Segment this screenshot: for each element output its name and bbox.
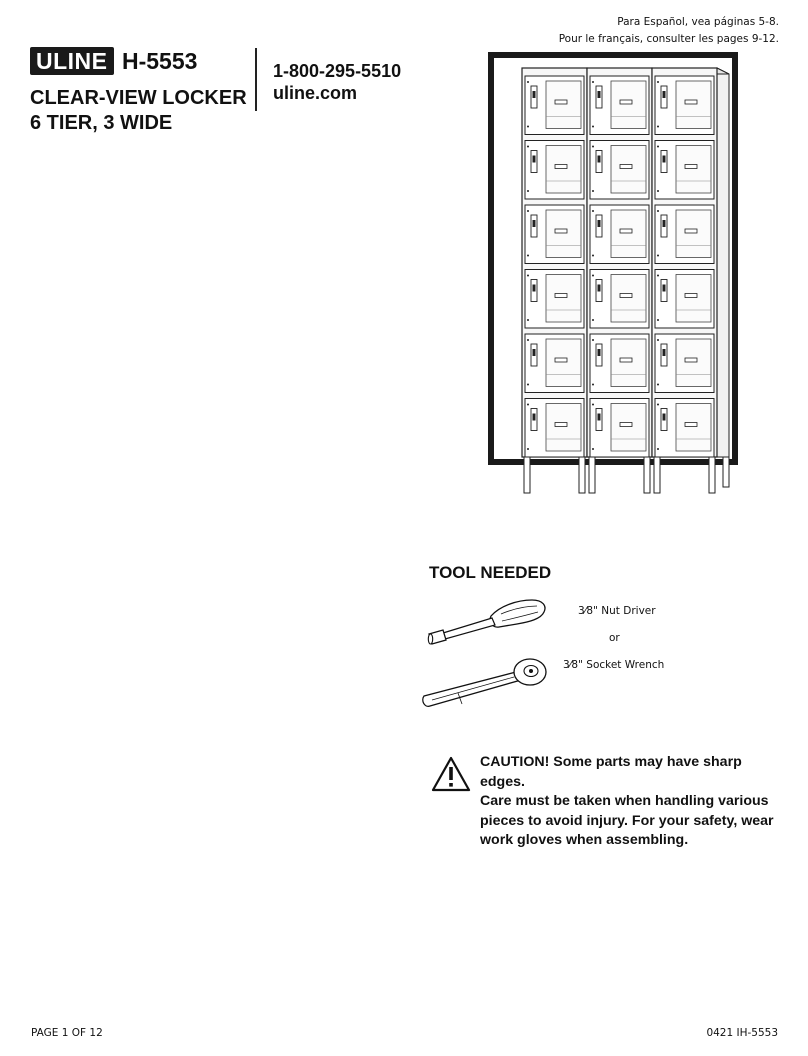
locker-number-plate [555,229,567,233]
locker-number-plate [620,294,632,298]
locker-hinge [592,146,594,148]
locker-hinge [657,146,659,148]
title-line-2: 6 TIER, 3 WIDE [30,112,173,134]
locker-hinge [527,448,529,450]
locker-number-plate [555,100,567,104]
locker-window [546,275,581,323]
locker-hinge [592,319,594,321]
nut-driver-label: 3⁄8" Nut Driver [578,605,656,617]
locker-number-plate [555,294,567,298]
title-line-1: CLEAR-VIEW LOCKER [30,87,247,109]
locker-number-plate [685,423,697,427]
locker-hinge [657,275,659,277]
locker-number-plate [555,165,567,169]
locker-number-plate [685,294,697,298]
caution-line-2: Care must be taken when handling various [480,793,769,809]
locker-lock [598,220,601,227]
locker-hinge [527,339,529,341]
locker-hinge [527,255,529,257]
locker-window [546,404,581,452]
locker-window [546,210,581,258]
locker-lock [663,91,666,98]
locker-window [676,210,711,258]
locker-window [611,339,646,387]
locker-leg [589,457,595,493]
locker-window [546,339,581,387]
locker-lock [663,349,666,356]
locker-number-plate [685,165,697,169]
locker-lock [663,156,666,163]
tool-needed-heading: TOOL NEEDED [429,563,552,582]
locker-hinge [527,126,529,128]
locker-hinge [527,190,529,192]
locker-number-plate [620,423,632,427]
locker-number-plate [620,165,632,169]
locker-hinge [657,126,659,128]
caution-line-4: work gloves when assembling. [480,832,689,848]
document-code: 0421 IH-5553 [706,1027,778,1039]
locker-hinge [527,81,529,83]
locker-hinge [527,210,529,212]
locker-window [611,146,646,194]
locker-lock [533,349,536,356]
locker-hinge [657,319,659,321]
locker-number-plate [555,358,567,362]
socket-wrench-label: 3⁄8" Socket Wrench [563,659,665,671]
locker-lock [663,414,666,421]
locker-number-plate [555,423,567,427]
locker-hinge [592,81,594,83]
locker-window [611,81,646,129]
website-link[interactable]: uline.com [273,83,358,103]
locker-lock [533,414,536,421]
locker-number-plate [620,100,632,104]
locker-hinge [527,146,529,148]
locker-side-panel [717,68,729,457]
product-title [30,86,247,136]
caution-line-1: CAUTION! Some parts may have sharp edges. [480,754,742,790]
caution-line-3: pieces to avoid injury. For your safety, wear [480,812,774,829]
locker-window [611,275,646,323]
locker-window [611,404,646,452]
locker-number-plate [685,100,697,104]
locker-window [676,146,711,194]
locker-hinge [527,404,529,406]
french-note: Pour le français, consulter les pages 9-12. [558,33,779,45]
warning-triangle-icon [430,755,472,793]
locker-number-plate [685,229,697,233]
locker-lock [533,285,536,292]
page-number: PAGE 1 OF 12 [31,1027,103,1039]
spanish-note: Para Español, vea páginas 5-8. [617,16,779,28]
locker-window [676,275,711,323]
locker-lock [533,91,536,98]
locker-leg [709,457,715,493]
locker-hinge [592,404,594,406]
locker-leg [723,457,729,487]
locker-hinge [592,339,594,341]
locker-leg [654,457,660,493]
locker-window [546,146,581,194]
locker-hinge [657,404,659,406]
locker-hinge [657,339,659,341]
locker-hinge [592,210,594,212]
locker-hinge [592,448,594,450]
locker-leg [579,457,585,493]
uline-logo: ULINE [30,47,114,75]
locker-lock [598,156,601,163]
locker-hinge [657,448,659,450]
locker-leg [524,457,530,493]
locker-illustration [480,40,780,520]
locker-hinge [657,81,659,83]
locker-hinge [592,190,594,192]
locker-lock [533,220,536,227]
nut-driver-icon [425,594,550,646]
locker-window [676,404,711,452]
locker-number-plate [620,358,632,362]
locker-lock [533,156,536,163]
locker-hinge [592,275,594,277]
locker-hinge [527,384,529,386]
locker-hinge [527,319,529,321]
locker-lock [598,91,601,98]
locker-lock [598,414,601,421]
locker-window [676,81,711,129]
or-label: or [609,632,620,644]
socket-wrench-icon [418,652,558,712]
locker-lock [598,349,601,356]
locker-lock [663,220,666,227]
locker-hinge [657,384,659,386]
locker-window [546,81,581,129]
phone-number: 1-800-295-5510 [273,61,402,81]
locker-hinge [592,384,594,386]
header-divider [255,48,257,111]
locker-window [676,339,711,387]
locker-number-plate [620,229,632,233]
caution-text [480,753,780,851]
locker-hinge [592,255,594,257]
locker-leg [644,457,650,493]
locker-hinge [657,210,659,212]
locker-hinge [527,275,529,277]
locker-hinge [657,190,659,192]
locker-number-plate [685,358,697,362]
locker-lock [598,285,601,292]
locker-hinge [657,255,659,257]
locker-window [611,210,646,258]
locker-lock [663,285,666,292]
locker-hinge [592,126,594,128]
model-number: H-5553 [122,48,198,74]
